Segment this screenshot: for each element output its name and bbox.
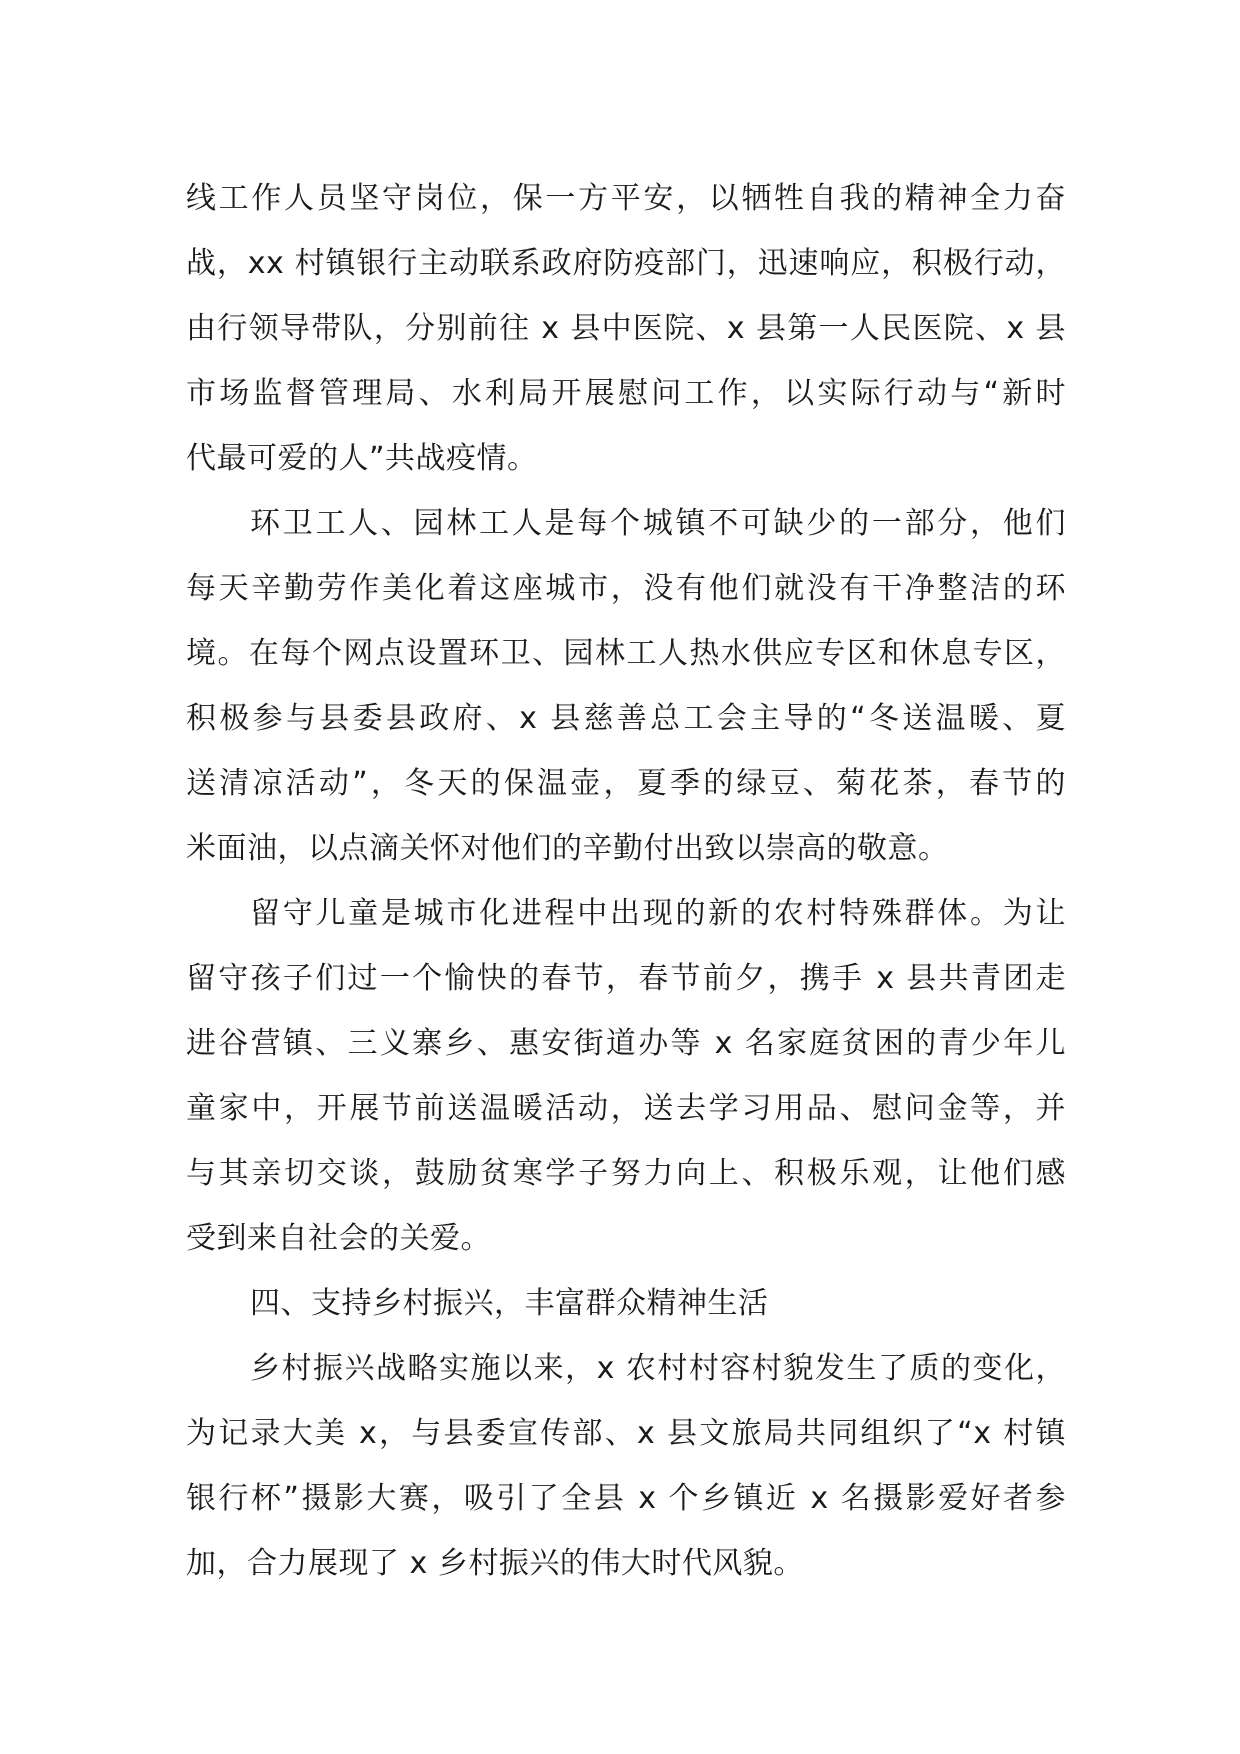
text-line: 送清凉活动”，冬天的保温壶，夏季的绿豆、菊花茶，春节的 [186, 766, 1066, 801]
paragraph-first-line: 留守儿童是城市化进程中出现的新的农村特殊群体。为让 [250, 896, 1066, 931]
text-line: 由行领导带队，分别前往 x 县中医院、x 县第一人民医院、x 县 [186, 311, 1066, 346]
text-line: 战，xx 村镇银行主动联系政府防疫部门，迅速响应，积极行动， [186, 246, 1066, 281]
paragraph-first-line: 四、支持乡村振兴，丰富群众精神生活 [250, 1286, 769, 1321]
text-line: 每天辛勤劳作美化着这座城市，没有他们就没有干净整洁的环 [186, 571, 1066, 606]
paragraph-first-line: 乡村振兴战略实施以来，x 农村村容村貌发生了质的变化， [250, 1351, 1066, 1386]
paragraph-first-line: 环卫工人、园林工人是每个城镇不可缺少的一部分，他们 [250, 506, 1066, 541]
text-line: 市场监督管理局、水利局开展慰问工作，以实际行动与“新时 [186, 376, 1066, 411]
document-body [186, 166, 1066, 1596]
text-line: 加，合力展现了 x 乡村振兴的伟大时代风貌。 [186, 1546, 804, 1581]
text-line: 留守孩子们过一个愉快的春节，春节前夕，携手 x 县共青团走 [186, 961, 1066, 996]
text-line: 与其亲切交谈，鼓励贫寒学子努力向上、积极乐观，让他们感 [186, 1156, 1066, 1191]
text-line: 为记录大美 x，与县委宣传部、x 县文旅局共同组织了“x 村镇 [186, 1416, 1066, 1451]
text-line: 米面油，以点滴关怀对他们的辛勤付出致以崇高的敬意。 [186, 831, 949, 866]
text-line: 积极参与县委县政府、x 县慈善总工会主导的“冬送温暖、夏 [186, 701, 1066, 736]
text-line: 银行杯”摄影大赛，吸引了全县 x 个乡镇近 x 名摄影爱好者参 [186, 1481, 1066, 1516]
text-line: 线工作人员坚守岗位，保一方平安，以牺牲自我的精神全力奋 [186, 181, 1066, 216]
text-line: 境。在每个网点设置环卫、园林工人热水供应专区和休息专区， [186, 636, 1066, 671]
text-line: 受到来自社会的关爱。 [186, 1221, 491, 1256]
text-line: 代最可爱的人”共战疫情。 [186, 441, 538, 476]
text-line: 童家中，开展节前送温暖活动，送去学习用品、慰问金等，并 [186, 1091, 1066, 1126]
text-line: 进谷营镇、三义寨乡、惠安街道办等 x 名家庭贫困的青少年儿 [186, 1026, 1066, 1061]
